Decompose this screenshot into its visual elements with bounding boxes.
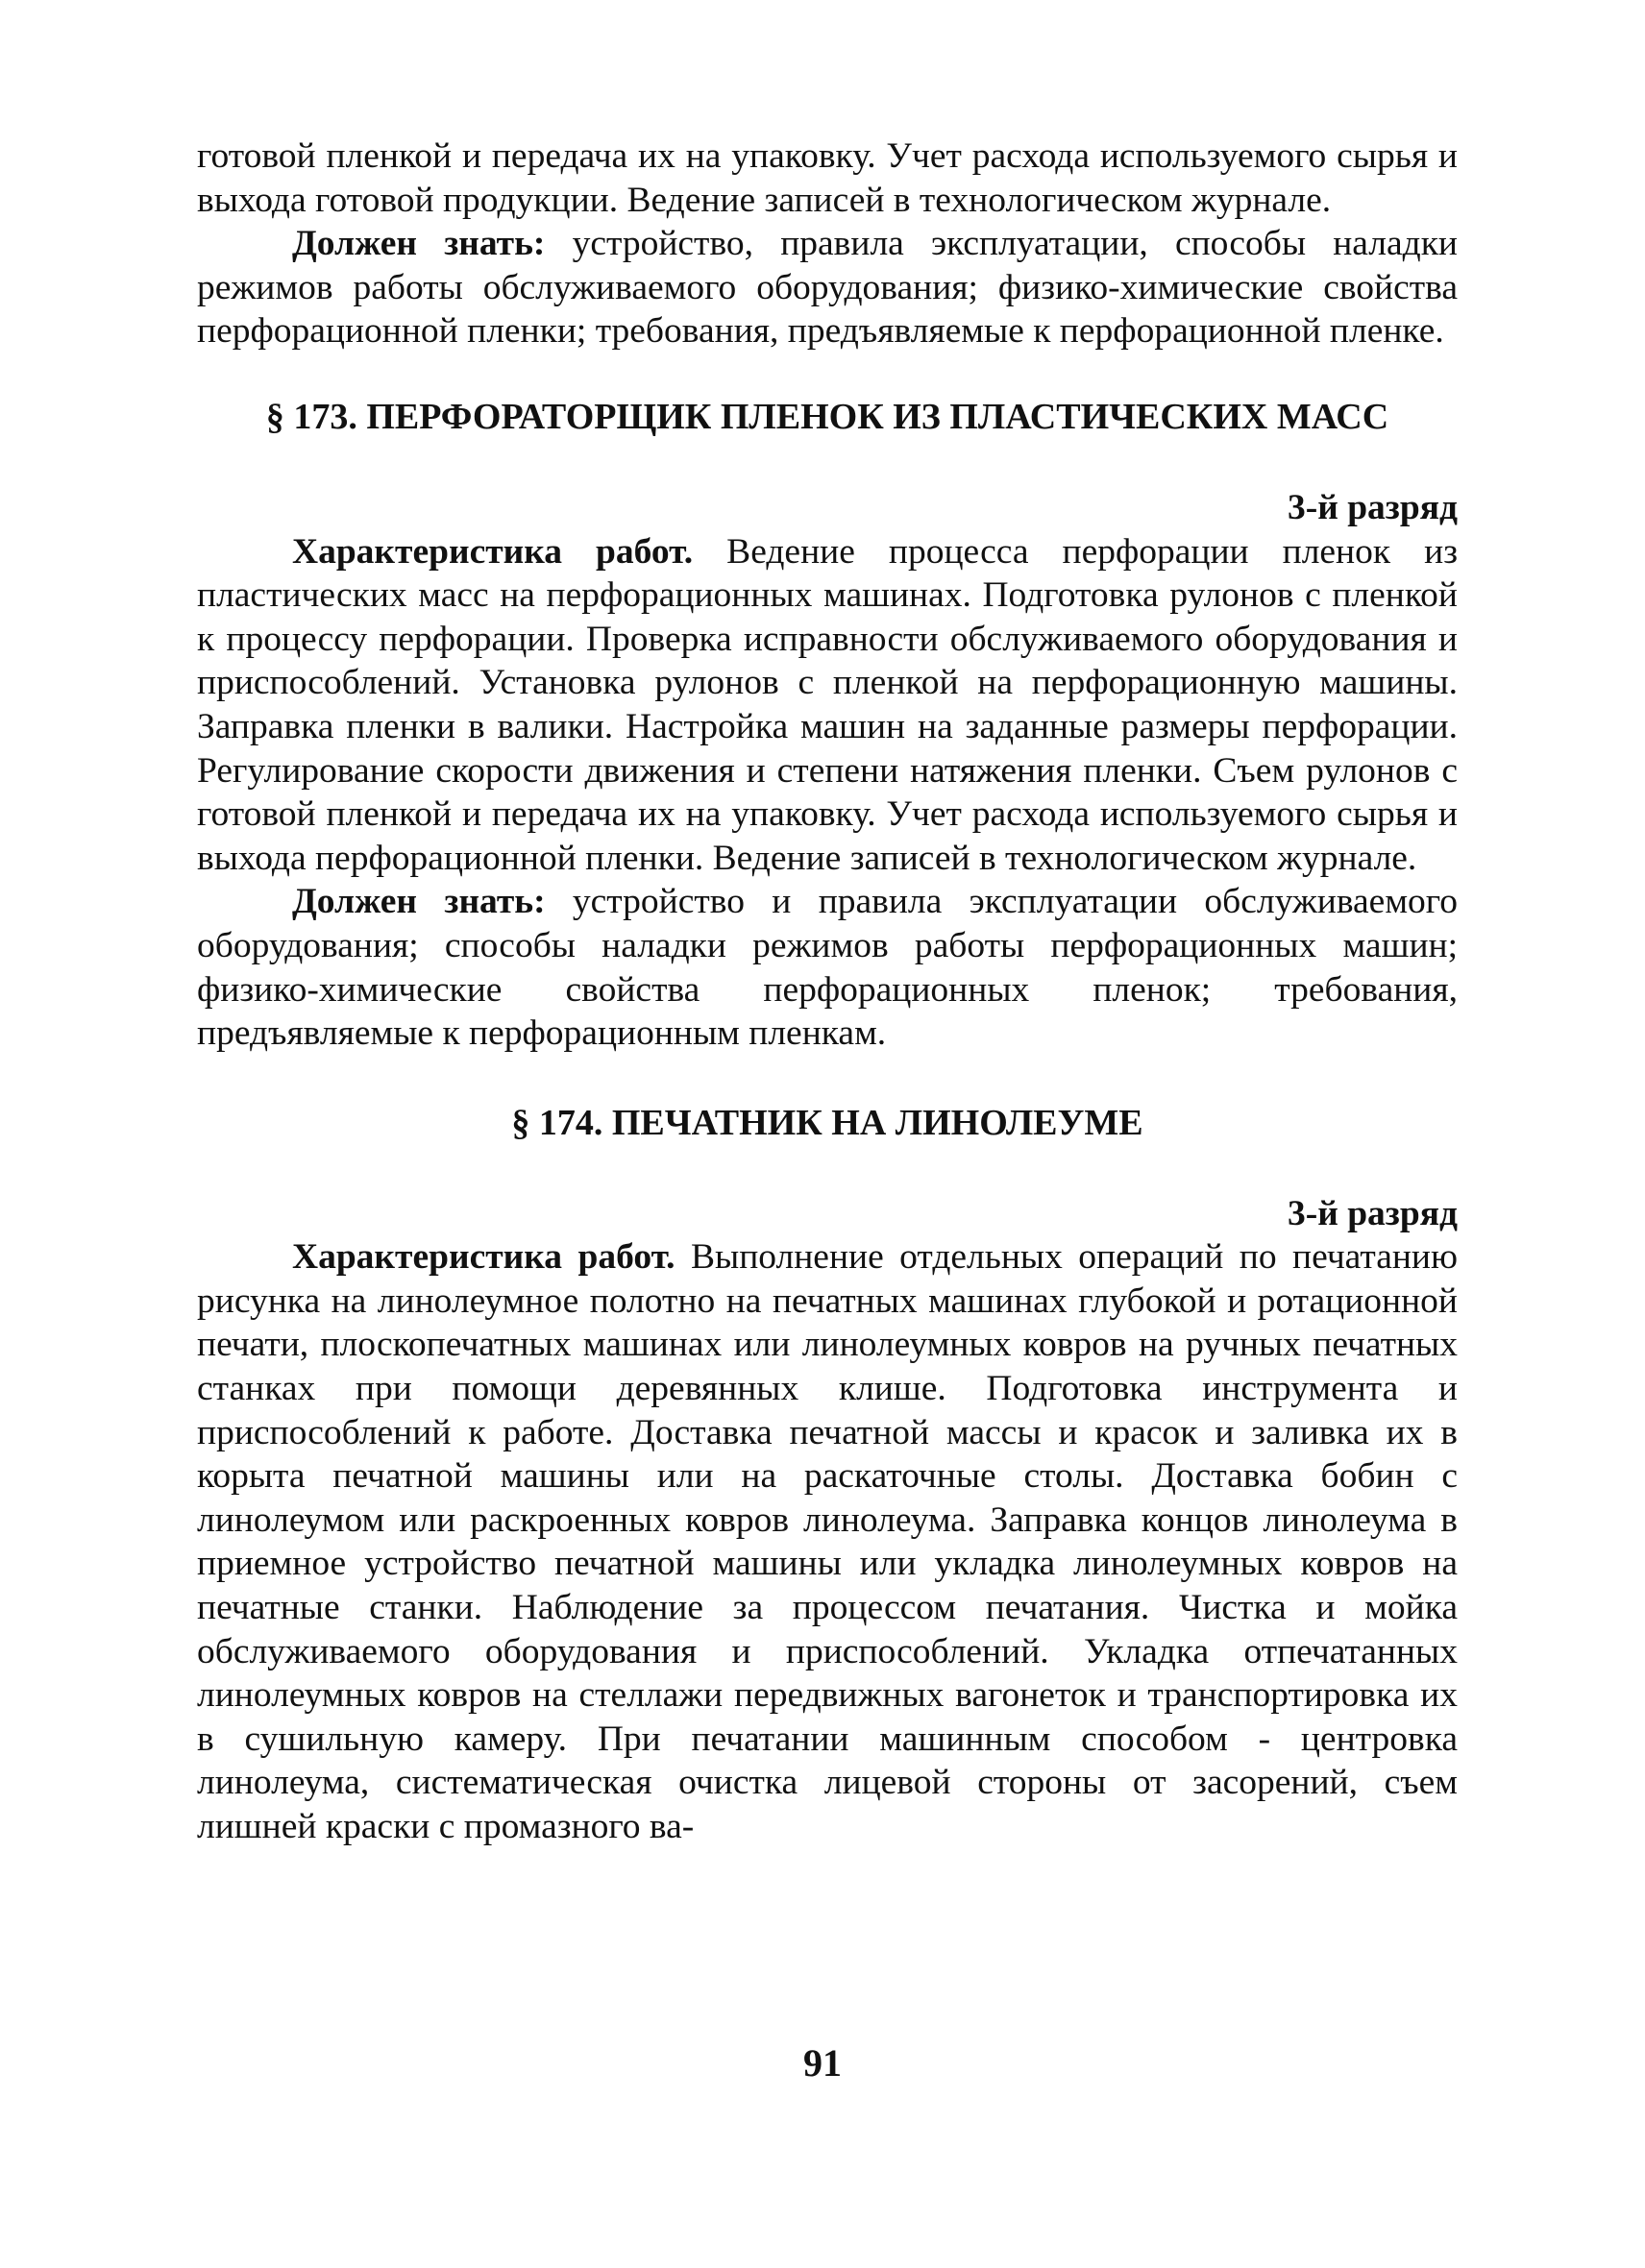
continuation-paragraph: готовой пленкой и передача их на упаковку. Учет расхода используемого сырья и выхода готовой продукции. Ведение записей в технологическом журнале. <box>197 136 1458 220</box>
page-number: 91 <box>803 2041 842 2085</box>
section-174-rank: 3-й разряд <box>1287 1193 1458 1233</box>
characteristics-text: Ведение процесса перфорации пленок из пластических масс на перфорационных машинах. Подготовка рулонов с пленкой к процессу перфорации. Проверка исправности обслуживаемого оборудования и приспособлений. Установка рулонов с пленкой на перфорационную машины. Заправка пленки в валики. Настройка машин на заданные размеры перфорации. Регулирование скорости движения и степени натяжения пленки. Съем рулонов с готовой пленкой и передача их на упаковку. Учет расхода используемого сырья и выхода перфорационной пленки. Ведение записей в технологическом журнале. <box>197 531 1459 878</box>
characteristics-text: Выполнение отдельных операций по печатанию рисунка на линолеумное полотно на печатных машинах глубокой и ротационной печати, плоскопечатных машинах или линолеумных ковров на ручных печатных станках при помощи деревянных клише. Подготовка инструмента и приспособлений к работе. Доставка печатной массы и красок и заливка их в корыта печатной машины или на раскаточные столы. Доставка бобин с линолеумом или раскроенных ковров линолеума. Заправка концов линолеума в приемное устройство печатной машины или укладка линолеумных ковров на печатные станки. Наблюдение за процессом печатания. Чистка и мойка обслуживаемого оборудования и приспособлений. Укладка отпечатанных линолеумных ковров на стеллажи передвижных вагонеток и транспортировка их в сушильную камеру. При печатании машинным способом - центровка линолеума, систематическая очистка лицевой стороны от засорений, съем лишней краски с промазного ва- <box>197 1237 1458 1846</box>
section-173-rank: 3-й разряд <box>1287 487 1458 527</box>
must-know-text: устройство и правила эксплуатации обслуживаемого оборудования; способы наладки режимов работы перфорационных машин; физико-химические свойства перфорационных пленок; требования, предъявляемые к перфорационным пленкам. <box>197 882 1458 1054</box>
section-174-title: § 174. ПЕЧАТНИК НА ЛИНОЛЕУМЕ <box>511 1102 1143 1143</box>
must-know-text: устройство, правила эксплуатации, способы наладки режимов работы обслуживаемого оборудования; физико-химические свойства перфорационной пленки; требования, предъявляемые к перфорационной пленке. <box>197 224 1458 352</box>
must-know-label: Должен знать: <box>292 224 546 264</box>
characteristics-label: Характеристика работ. <box>292 531 694 572</box>
must-know-label: Должен знать: <box>292 882 546 922</box>
must-know-paragraph <box>197 222 1458 354</box>
section-174-characteristics <box>197 1235 1458 1848</box>
section-173-characteristics <box>197 530 1458 881</box>
section-173-title: § 173. ПЕРФОРАТОРЩИК ПЛЕНОК ИЗ ПЛАСТИЧЕСКИХ МАСС <box>265 396 1389 437</box>
section-173-must-know <box>197 880 1458 1055</box>
document-page <box>197 134 1458 1849</box>
characteristics-label: Характеристика работ. <box>292 1237 675 1278</box>
